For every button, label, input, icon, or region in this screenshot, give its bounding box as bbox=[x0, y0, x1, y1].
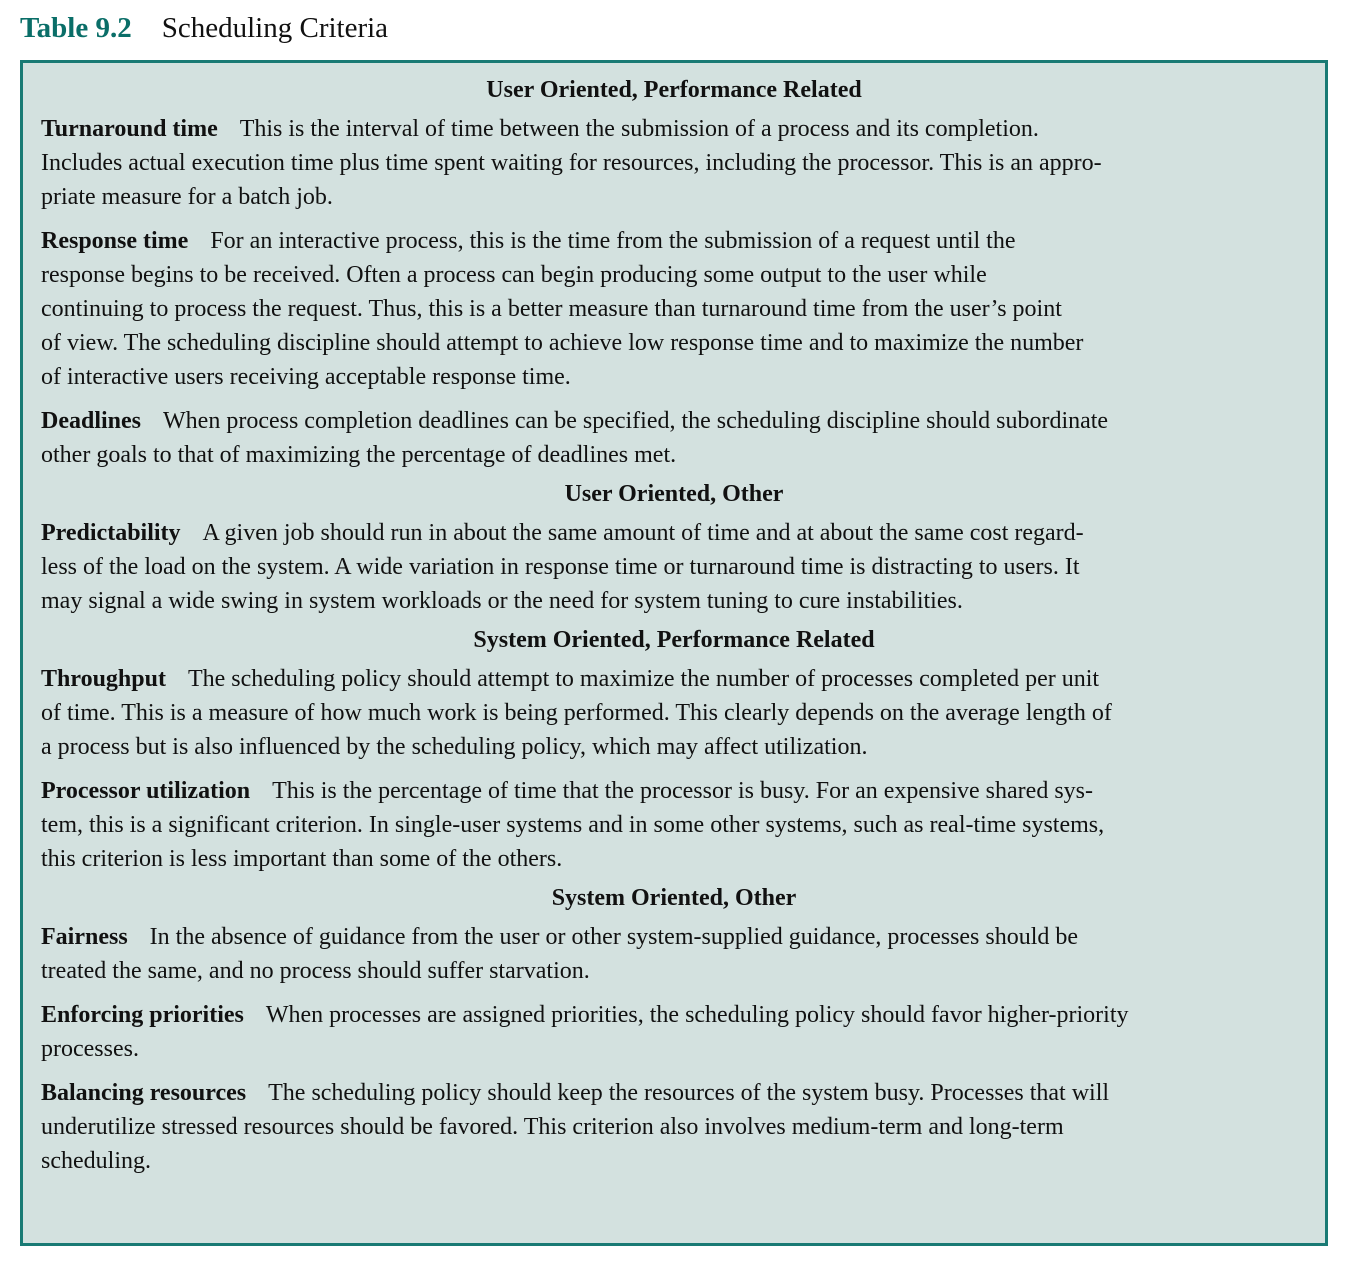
criterion-fairness bbox=[41, 920, 1307, 988]
criterion-response-time bbox=[41, 224, 1307, 394]
criterion-term: Turnaround time bbox=[41, 116, 218, 142]
criterion-description-line: underutilize stressed resources should be favored. This criterion also involves medium-term and long-term bbox=[41, 1114, 1064, 1140]
table-number: Table 9.2 bbox=[20, 12, 132, 44]
criterion-description-line: This is the percentage of time that the processor is busy. For an expensive shared sys- bbox=[272, 778, 1093, 804]
criterion-description-line: When process completion deadlines can be specified, the scheduling discipline should subordinate bbox=[163, 408, 1109, 434]
criterion-description-line: treated the same, and no process should suffer starvation. bbox=[41, 958, 590, 984]
criterion-turnaround-time bbox=[41, 112, 1307, 214]
criterion-description-line: other goals to that of maximizing the percentage of deadlines met. bbox=[41, 442, 677, 468]
criterion-description-line: less of the load on the system. A wide variation in response time or turnaround time is distracting to users. It bbox=[41, 554, 1080, 580]
criterion-predictability bbox=[41, 516, 1307, 618]
criterion-description-line: A given job should run in about the same amount of time and at about the same cost regard- bbox=[202, 520, 1084, 546]
criterion-term: Processor utilization bbox=[41, 778, 251, 804]
section-heading-user-performance: User Oriented, Performance Related bbox=[486, 77, 862, 103]
criterion-term: Response time bbox=[41, 228, 189, 254]
criterion-description-line: scheduling. bbox=[41, 1148, 151, 1174]
criterion-term: Deadlines bbox=[41, 408, 142, 434]
section-heading-system-other: System Oriented, Other bbox=[551, 885, 797, 911]
criterion-description-line: In the absence of guidance from the user or other system-supplied guidance, processes should be bbox=[149, 924, 1079, 950]
criterion-description-line: response begins to be received. Often a process can begin producing some output to the user while bbox=[41, 262, 987, 288]
criterion-term: Enforcing priorities bbox=[41, 1002, 244, 1028]
criterion-description-line: When processes are assigned priorities, the scheduling policy should favor higher-priority bbox=[265, 1002, 1129, 1028]
criteria-table bbox=[20, 60, 1328, 1246]
criterion-description-line: processes. bbox=[41, 1036, 139, 1062]
criterion-description-line: a process but is also influenced by the scheduling policy, which may affect utilization. bbox=[41, 734, 868, 760]
criterion-description-line: of interactive users receiving acceptable response time. bbox=[41, 364, 571, 390]
section-heading-system-performance: System Oriented, Performance Related bbox=[473, 627, 875, 653]
criterion-term: Fairness bbox=[41, 924, 128, 950]
criterion-balancing-resources bbox=[41, 1076, 1307, 1178]
criterion-processor-utilization bbox=[41, 774, 1307, 876]
criterion-description-line: tem, this is a significant criterion. In single-user systems and in some other systems, such as real-time systems, bbox=[41, 812, 1105, 838]
criterion-deadlines bbox=[41, 404, 1307, 472]
criterion-term: Throughput bbox=[41, 666, 166, 692]
table-title: Scheduling Criteria bbox=[161, 12, 389, 44]
criterion-term: Balancing resources bbox=[41, 1080, 247, 1106]
criterion-description-line: For an interactive process, this is the time from the submission of a request until the bbox=[210, 228, 1016, 254]
criterion-throughput bbox=[41, 662, 1307, 764]
criterion-description-line: Includes actual execution time plus time spent waiting for resources, including the processor. This is an appro- bbox=[41, 150, 1102, 176]
criterion-description-line: of view. The scheduling discipline should attempt to achieve low response time and to maximize the number bbox=[41, 330, 1084, 356]
criterion-description-line: continuing to process the request. Thus, this is a better measure than turnaround time from the user’s point bbox=[41, 296, 1062, 322]
criterion-term: Predictability bbox=[41, 520, 181, 546]
criterion-description-line: This is the interval of time between the submission of a process and its completion. bbox=[239, 116, 1039, 142]
criterion-description-line: may signal a wide swing in system workloads or the need for system tuning to cure instabilities. bbox=[41, 588, 963, 614]
criterion-enforcing-priorities bbox=[41, 998, 1307, 1066]
criterion-description-line: priate measure for a batch job. bbox=[41, 184, 333, 210]
criterion-description-line: of time. This is a measure of how much work is being performed. This clearly depends on the average length of bbox=[41, 700, 1112, 726]
criterion-description-line: The scheduling policy should attempt to maximize the number of processes completed per unit bbox=[187, 666, 1100, 692]
criterion-description-line: The scheduling policy should keep the resources of the system busy. Processes that will bbox=[268, 1080, 1110, 1106]
section-heading-user-other: User Oriented, Other bbox=[564, 481, 784, 507]
table-caption bbox=[20, 10, 388, 46]
criterion-description-line: this criterion is less important than some of the others. bbox=[41, 846, 563, 872]
